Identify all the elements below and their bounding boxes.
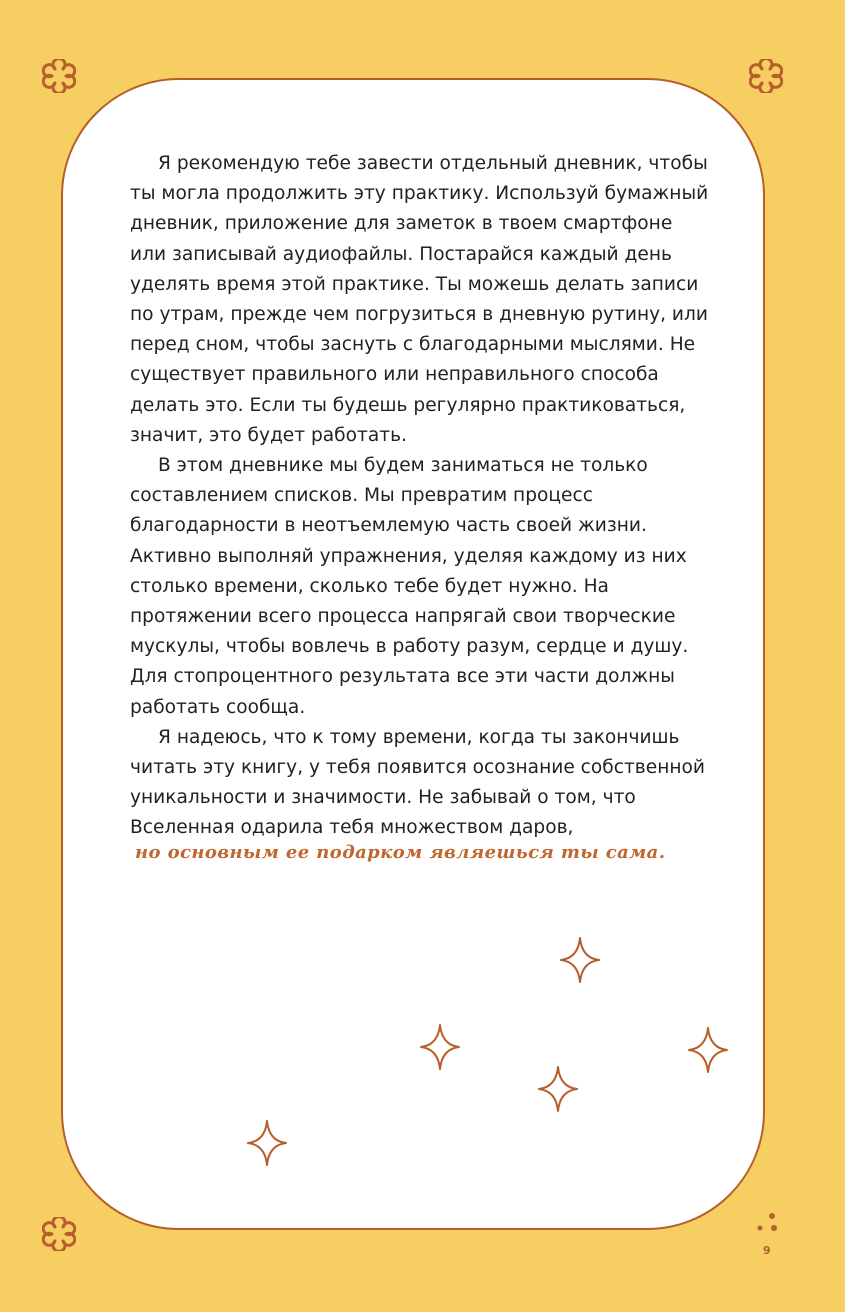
body-text	[130, 149, 710, 844]
sparkle-star-icon	[247, 1120, 287, 1166]
sparkle-star-icon	[420, 1024, 460, 1070]
sparkle-star-icon	[688, 1027, 728, 1073]
quatrefoil-icon	[749, 59, 783, 93]
sparkle-star-icon	[538, 1066, 578, 1112]
dots-ornament	[756, 1210, 780, 1234]
page-number: 9	[763, 1244, 771, 1257]
quatrefoil-icon	[42, 1217, 76, 1251]
paragraph-2: В этом дневнике мы будем заниматься не только составлением списков. Мы превратим процесс благодарности в неотъемлемую часть своей жизни. Активно выполняй упражнения, уделяя каждому из них столько времени, сколько тебе будет нужно. На протяжении всего процесса напрягай свои творческие мускулы, чтобы вовлечь в работу разум, сердце и душу. Для стопроцентного результата все эти части должны работать сообща.	[130, 455, 689, 718]
quatrefoil-icon	[42, 59, 76, 93]
paragraph-3: Я надеюсь, что к тому времени, когда ты закончишь читать эту книгу, у тебя появится осознание собственной уникальности и значимости. Не забывай о том, что Вселенная одарила тебя множеством даров,	[130, 726, 705, 839]
sparkle-star-icon	[560, 937, 600, 983]
paragraph-1: Я рекомендую тебе завести отдельный дневник, чтобы ты могла продолжить эту практику. Используй бумажный дневник, приложение для заметок в твоем смартфоне или записывай аудиофайлы. Постарайся каждый день уделять время этой практике. Ты можешь делать записи по утрам, прежде чем погрузиться в дневную рутину, или перед сном, чтобы заснуть с благодарными мыслями. Не существует правильного или неправильного способа делать это. Если ты будешь регулярно практиковаться, значит, это будет работать.	[130, 153, 709, 446]
callout-text: но основным ее подарком являешься ты сама.	[135, 842, 666, 863]
